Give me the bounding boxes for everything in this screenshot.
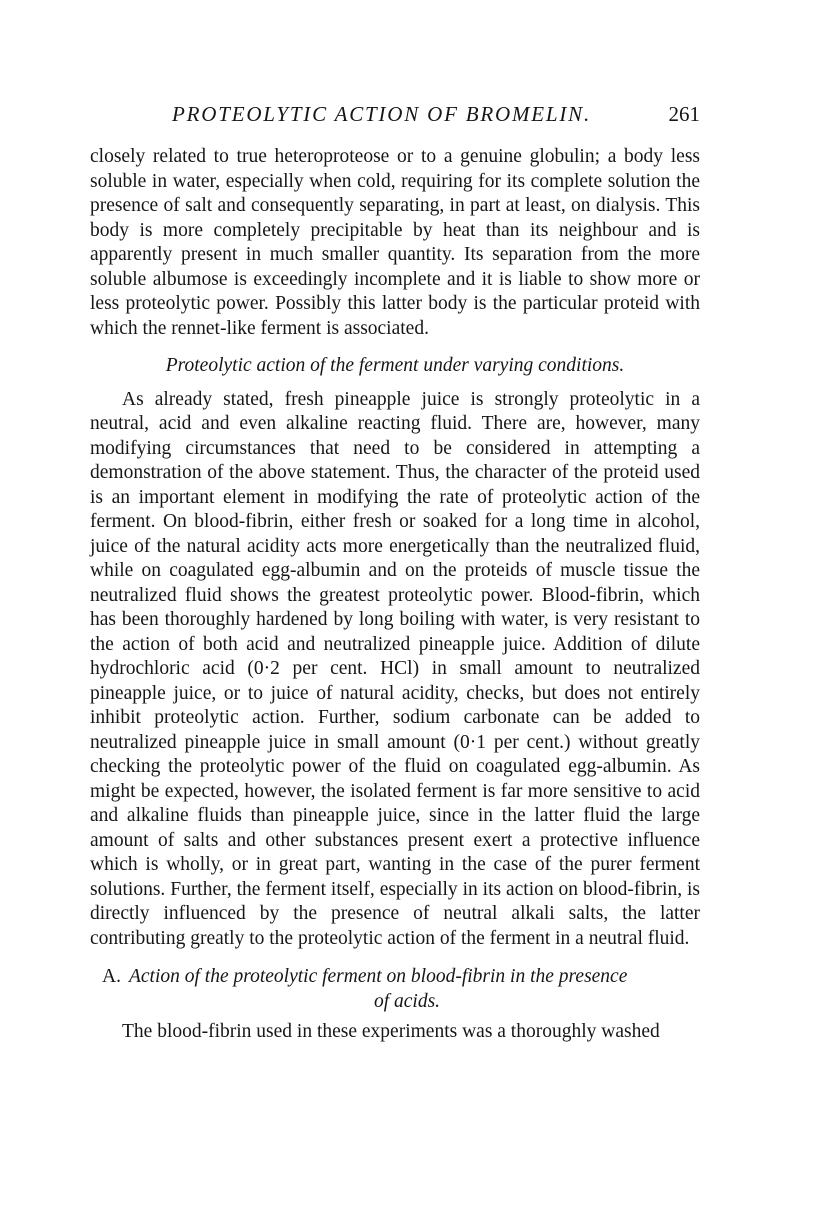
subsection-heading xyxy=(90,965,700,1014)
running-title: PROTEOLYTIC ACTION OF BROMELIN. xyxy=(172,102,592,126)
paragraph-blood-fibrin: The blood-fibrin used in these experiments was a thoroughly washed xyxy=(122,1021,660,1042)
paragraph-continued: closely related to true heteroproteose or to a genuine globulin; a body less soluble in water, especially when cold, requiring for its complete solution the presence of salt and consequently separating, in part at least, on dialysis. This body is more completely precipitable by heat than its neighbour and is apparently present in much smaller quantity. Its separation from the more soluble albumose is exceedingly incomplete and it is liable to show more or less proteolytic power. Possibly this latter body is the particular proteid with which the rennet-like ferment is associated. xyxy=(90,146,700,339)
body-text xyxy=(90,145,700,1045)
subsection-title-line2: of acids. xyxy=(373,990,441,1012)
section-heading: Proteolytic action of the ferment under varying conditions. xyxy=(165,355,625,376)
paragraph-proteolytic-conditions: As already stated, fresh pineapple juice is strongly proteolytic in a neutral, acid and even alkaline reacting fluid. There are, however, many modifying circumstances that need to be considered in attempting a demonstration of the above statement. Thus, the character of the proteid used is an important element in modifying the rate of proteolytic action of the ferment. On blood-fibrin, either fresh or soaked for a long time in alcohol, juice of the natural acidity acts more energetically than the neutralized fluid, while on coagulated egg-albumin and on the proteids of muscle tissue the neutralized fluid shows the greatest proteolytic power. Blood-fibrin, which has been thoroughly hardened by long boiling with water, is very resistant to the action of both acid and neutralized pineapple juice. Addition of dilute hydrochloric acid (0·2 per cent. HCl) in small amount to neutralized pineapple juice, or to juice of natural acidity, checks, but does not entirely inhibit proteolytic action. Further, sodium carbonate can be added to neutralized pineapple juice in small amount (0·1 per cent.) without greatly checking the proteolytic power of the fluid on coagulated egg-albumin. As might be expected, however, the isolated ferment is far more sensitive to acid and alkaline fluids than pineapple juice, since in the latter fluid the large amount of salts and other substances present exert a protective influence which is wholly, or in great part, wanting in the case of the purer ferment solutions. Further, the ferment itself, especially in its action on blood-fibrin, is directly influenced by the presence of neutral alkali salts, the latter contributing greatly to the proteolytic action of the ferment in a neutral fluid. xyxy=(90,388,700,949)
page-number: 261 xyxy=(668,102,700,126)
subsection-label: A. xyxy=(102,966,121,987)
running-header xyxy=(90,102,700,132)
subsection-title-line1: Action of the proteolytic ferment on blood-fibrin in the presence xyxy=(128,966,628,987)
